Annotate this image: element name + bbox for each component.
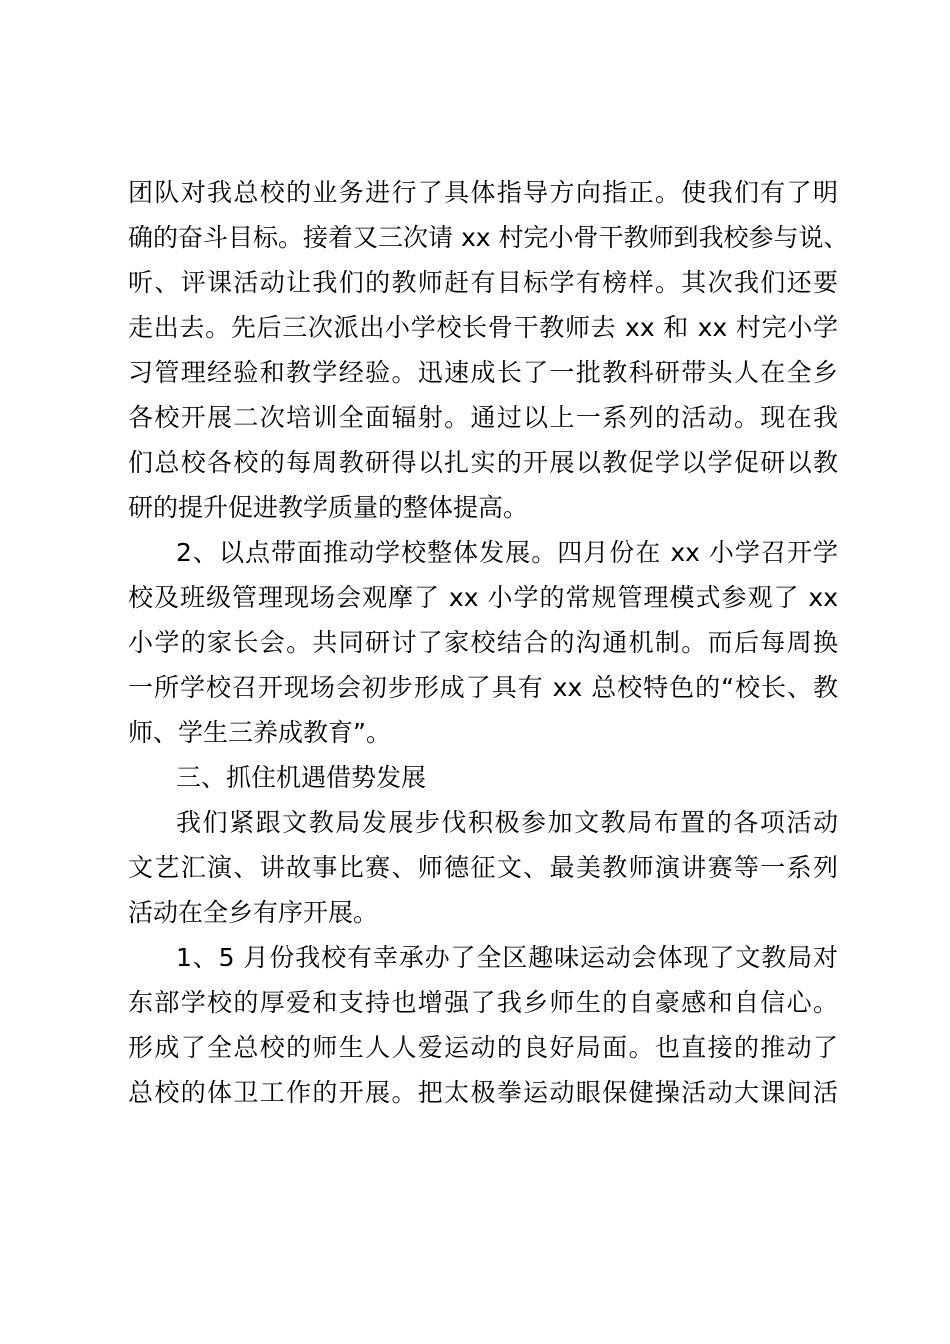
text-line: 师、学生三养成教育”。 xyxy=(128,718,391,747)
text-line: 确的奋斗目标。接着又三次请 xx 村完小骨干教师到我校参与说、 xyxy=(128,223,849,252)
text-line: 小学的家长会。共同研讨了家校结合的沟通机制。而后每周换 xyxy=(128,628,838,657)
text-line: 各校开展二次培训全面辐射。通过以上一系列的活动。现在我 xyxy=(128,403,838,432)
paragraph-start-line: 2、以点带面推动学校整体发展。四月份在 xx 小学召开学 xyxy=(176,538,838,567)
text-line: 习管理经验和教学经验。迅速成长了一批教科研带头人在全乡 xyxy=(128,358,838,387)
text-line: 形成了全总校的师生人人爱运动的良好局面。也直接的推动了 xyxy=(128,1033,838,1062)
text-line: 活动在全乡有序开展。 xyxy=(128,898,379,927)
text-line: 东部学校的厚爱和支持也增强了我乡师生的自豪感和自信心。 xyxy=(128,988,838,1017)
section-heading: 三、抓住机遇借势发展 xyxy=(176,763,427,792)
paragraph-start-line: 我们紧跟文教局发展步伐积极参加文教局布置的各项活动 xyxy=(176,808,838,837)
text-line: 们总校各校的每周教研得以扎实的开展以教促学以学促研以教 xyxy=(128,448,838,477)
text-line: 总校的体卫工作的开展。把太极拳运动眼保健操活动大课间活 xyxy=(128,1078,838,1107)
paragraph-start-line: 1、5 月份我校有幸承办了全区趣味运动会体现了文教局对 xyxy=(176,943,838,972)
text-line: 团队对我总校的业务进行了具体指导方向指正。使我们有了明 xyxy=(128,178,838,207)
text-line: 走出去。先后三次派出小学校长骨干教师去 xx 和 xx 村完小学 xyxy=(128,313,838,342)
text-line: 听、评课活动让我们的教师赶有目标学有榜样。其次我们还要 xyxy=(128,268,838,297)
text-line: 研的提升促进教学质量的整体提高。 xyxy=(128,493,529,522)
text-line: 文艺汇演、讲故事比赛、师德征文、最美教师演讲赛等一系列 xyxy=(128,853,838,882)
text-line: 校及班级管理现场会观摩了 xx 小学的常规管理模式参观了 xx xyxy=(128,583,838,612)
text-line: 一所学校召开现场会初步形成了具有 xx 总校特色的“校长、教 xyxy=(128,673,838,702)
